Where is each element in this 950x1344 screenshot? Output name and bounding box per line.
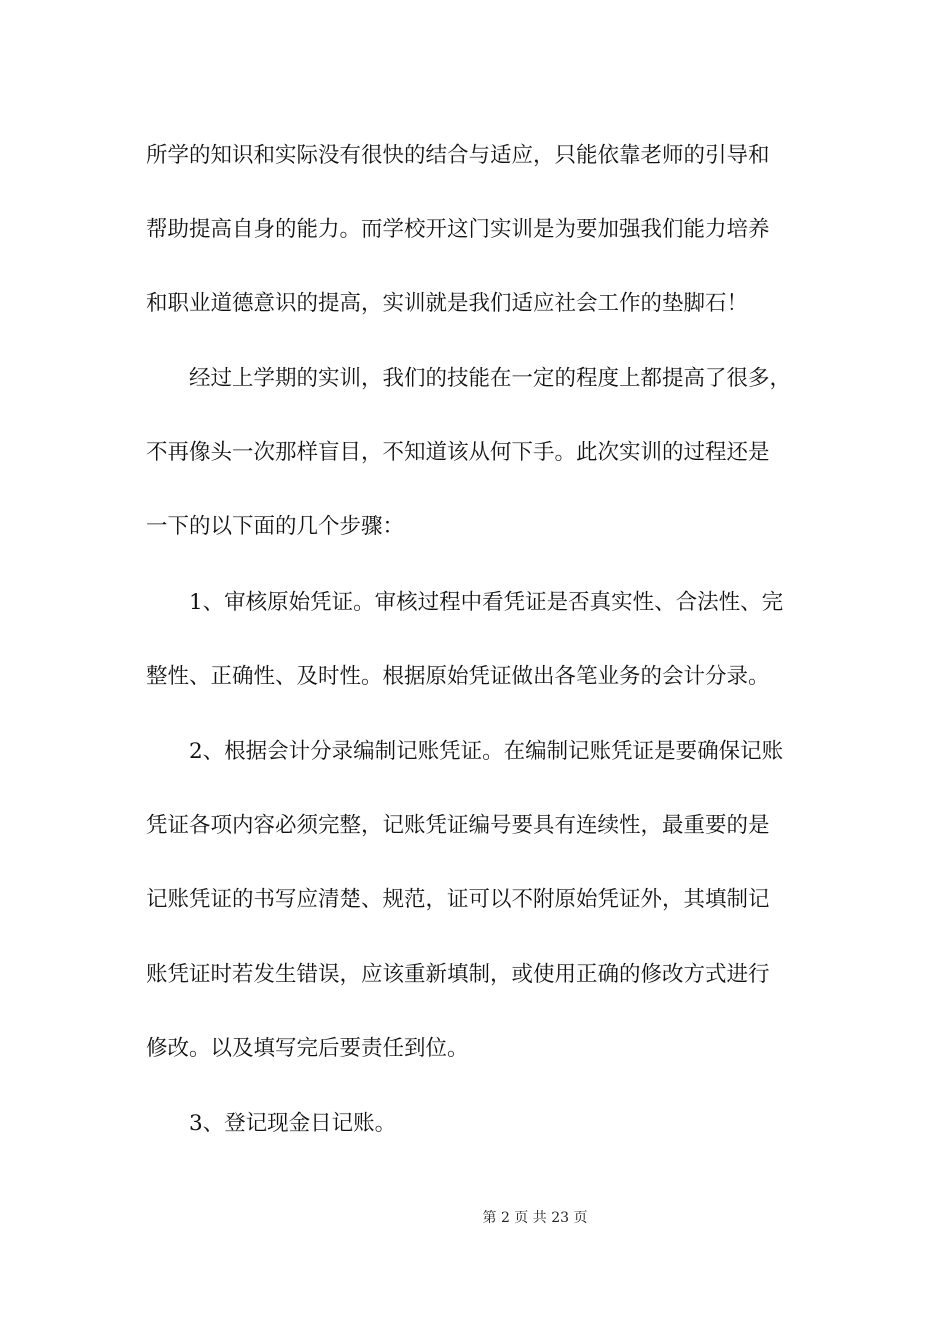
text-line: 账凭证时若发生错误，应该重新填制，或使用正确的修改方式进行	[146, 962, 770, 987]
text-line: 不再像头一次那样盲目，不知道该从何下手。此次实训的过程还是	[146, 440, 770, 465]
text-line: 凭证各项内容必须完整，记账凭证编号要具有连续性，最重要的是	[146, 813, 770, 838]
list-item-2-line: 2、根据会计分录编制记账凭证。在编制记账凭证是要确保记账	[189, 739, 784, 764]
text-line: 一下的以下面的几个步骤：	[146, 514, 405, 539]
text-line: 记账凭证的书写应清楚、规范，证可以不附原始凭证外，其填制记	[146, 887, 770, 912]
text-line: 帮助提高自身的能力。而学校开这门实训是为要加强我们能力培养	[146, 217, 770, 242]
page-footer: 第 2 页 共 23 页	[482, 1210, 588, 1226]
text-line: 所学的知识和实际没有很快的结合与适应，只能依靠老师的引导和	[146, 143, 770, 168]
text-line: 修改。以及填写完后要责任到位。	[146, 1036, 469, 1061]
paragraph-start-line: 经过上学期的实训，我们的技能在一定的程度上都提高了很多，	[189, 366, 792, 391]
text-line: 整性、正确性、及时性。根据原始凭证做出各笔业务的会计分录。	[146, 664, 770, 689]
text-line: 和职业道德意识的提高，实训就是我们适应社会工作的垫脚石！	[146, 291, 749, 316]
list-item-1-line: 1、审核原始凭证。审核过程中看凭证是否真实性、合法性、完	[189, 590, 784, 615]
list-item-3-line: 3、登记现金日记账。	[189, 1111, 397, 1136]
